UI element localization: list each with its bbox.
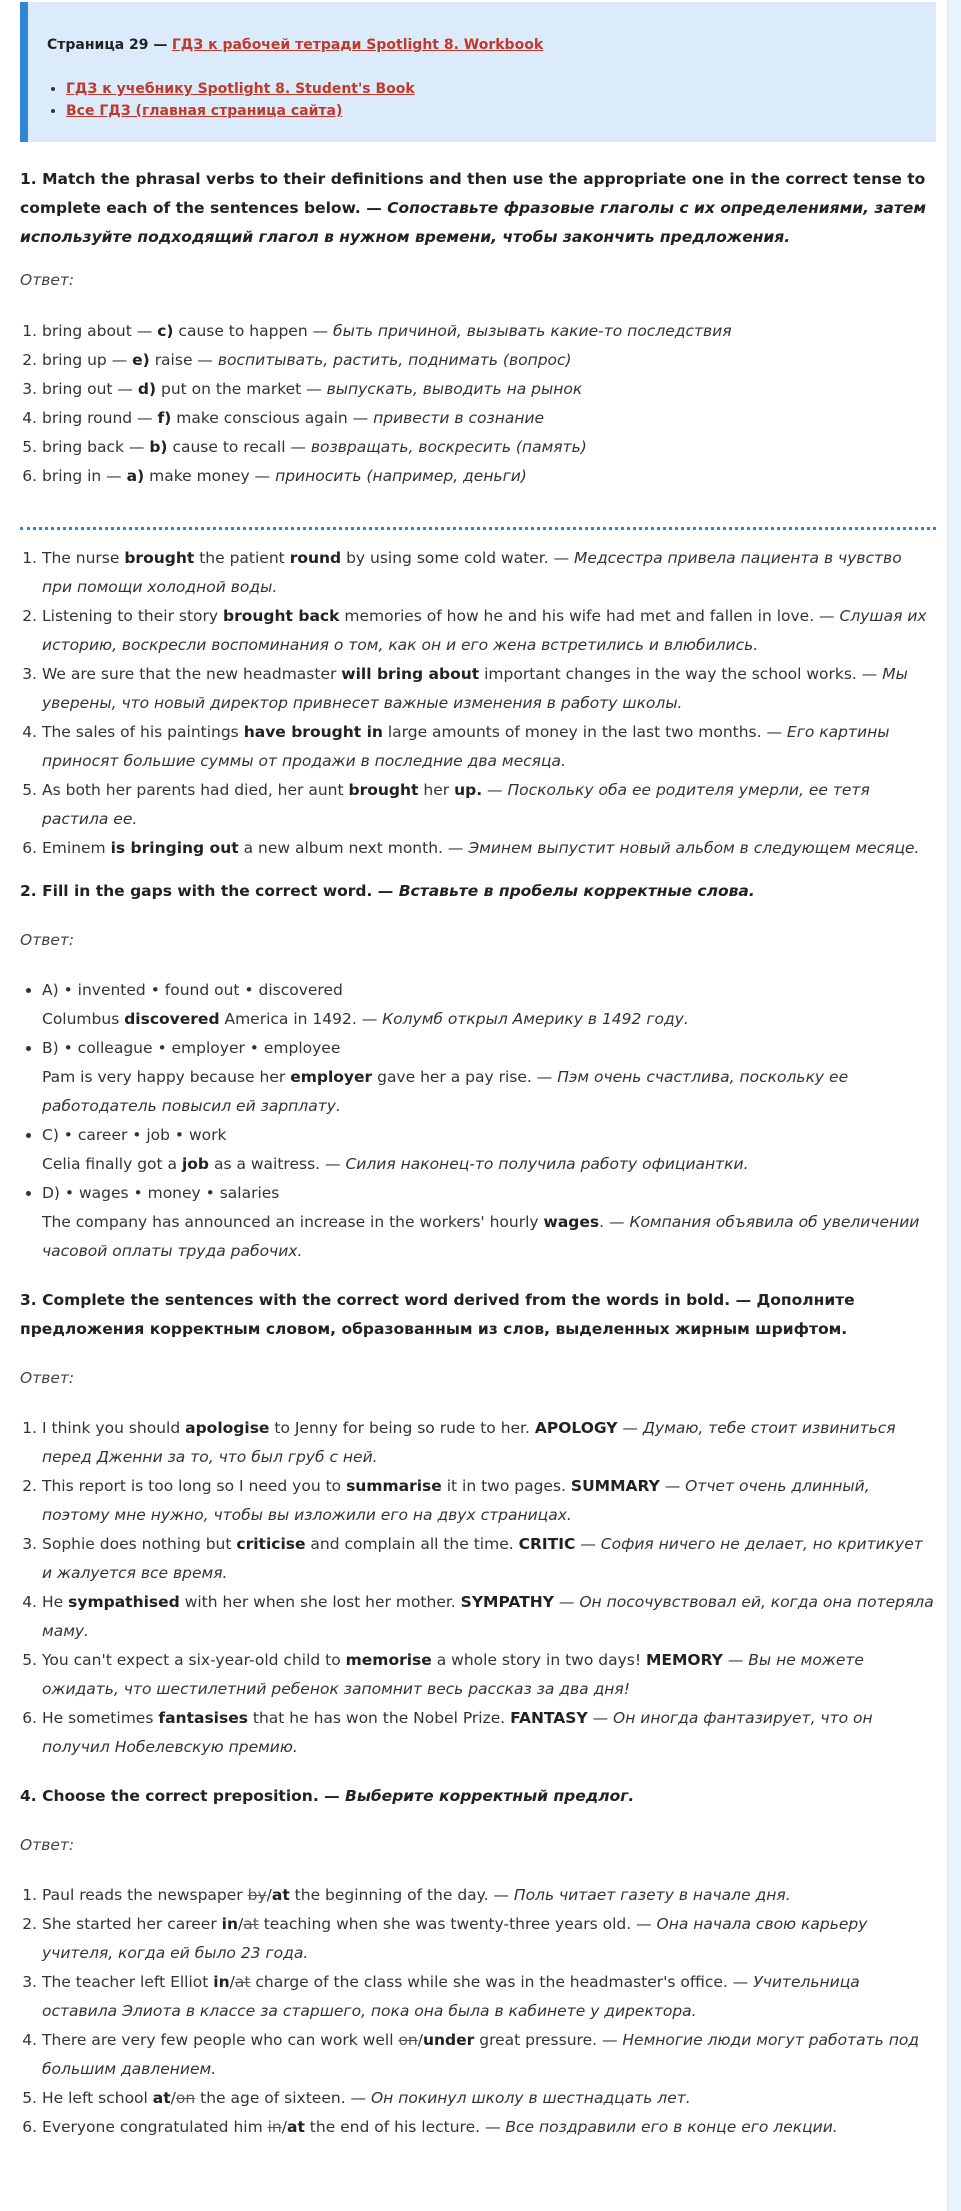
answer-word: criticise [236,1535,306,1553]
translation: Немногие люди могут работать под большим давлением. [42,2031,920,2078]
sentence-item [42,834,936,863]
definition-letter: e) [132,351,150,369]
derivation-item: 6. He sometimes fantasises that he has won the Nobel Prize. FANTASY — Он иногда фантазирует, что он получил Нобелевскую премию. [42,1704,936,1762]
definition-letter: c) [157,322,174,340]
sentence-item [42,718,936,776]
answer-label: Ответ: [20,1836,75,1854]
sentence-text: charge of the class while she was in the headmaster's office. — [250,1973,749,1991]
answer-phrase: is bringing out [110,839,239,857]
sentence-text: Eminem [42,839,111,857]
preposition-item [42,1910,936,1968]
translation: Учительница оставила Элиота в классе за старшего, пока она была в кабинете у директора. [42,1973,860,2020]
exercise-1-sentences [20,544,936,863]
wrong-preposition: at [243,1915,259,1933]
translation: привести в сознание [373,409,545,427]
word-options: • A) • invented • found out • discovered [42,981,343,999]
sentence-text: He left school [42,2089,153,2107]
sentence-text: The teacher left Elliot [42,1973,214,1991]
sentence-text: the age of sixteen. — [195,2089,367,2107]
all-gdz-link[interactable]: Все ГДЗ (главная страница сайта) [66,103,343,119]
gap-item [42,1034,936,1121]
sentence-text: Listening to their story [42,607,223,625]
sentence-text: it in two pages. [441,1477,571,1495]
correct-preposition: at [286,2118,305,2136]
word-options: • D) • wages • money • salaries [42,1184,280,1202]
sentence-text: gave her a pay rise. — [372,1068,553,1086]
answer-word: apologise [185,1419,270,1437]
slash: / [417,2031,423,2049]
exercise-4-title-en: 4. Choose the correct preposition. — [20,1787,340,1805]
answer-label: Ответ: [20,271,75,289]
match-item [42,462,936,491]
translation: Колумб открыл Америку в 1492 году. [382,1010,689,1028]
phrasal-verb: bring out — [42,380,133,398]
definition: cause to happen — [178,322,329,340]
exercise-2-title-ru: Вставьте в пробелы корректные слова. [398,882,755,900]
phrasal-verb: bring round — [42,409,153,427]
translation: Мы уверены, что новый директор привнесет важные изменения в работу школы. [42,665,908,712]
answer-phrase: will bring about [341,665,480,683]
match-item [42,317,936,346]
translation: Эминем выпустит новый альбом в следующем месяце. [468,839,920,857]
sentence-text: We are sure that the new headmaster [42,665,342,683]
translation: София ничего не делает, но критикует и жалуется все время. [42,1535,923,1582]
page-label: Страница 29 — [47,37,168,53]
gap-sentence [42,1063,936,1121]
translation: Силия наконец-то получила работу официантки. [345,1155,749,1173]
preposition-item [42,2084,936,2113]
sentence-text: Columbus [42,1010,125,1028]
answer-phrase: up. [454,781,483,799]
nav-links-list [47,78,936,122]
sentence-item [42,602,936,660]
sentence-text: large amounts of money in the last two months. — [382,723,782,741]
gap-sentence [42,1150,936,1179]
derivation-item: 4. He sympathised with her when she lost her mother. SYMPATHY — Он посочувствовал ей, когда она потеряла маму. [42,1588,936,1646]
wrong-preposition: on [398,2031,418,2049]
key-word: MEMORY [645,1651,723,1669]
translation: приносить (например, деньги) [275,467,527,485]
translation: выпускать, выводить на рынок [326,380,583,398]
definition: cause to recall — [172,438,306,456]
sentence-text: important changes in the way the school works. — [479,665,878,683]
derivation-item: 2. This report is too long so I need you to summarise it in two pages. SUMMARY — Отчет очень длинный, поэтому мне нужно, чтобы вы изложили его на двух страницах. [42,1472,936,1530]
exercise-1-matches [20,317,936,491]
key-word: SYMPATHY [460,1593,554,1611]
exercise-1-title-en: 1. Match the phrasal verbs to their definitions and then use the appropriate one in the correct tense to complete each of the sentences below. — [20,170,926,217]
sentence-text: by using some cold water. — [341,549,570,567]
answer-word: sympathised [68,1593,180,1611]
translation: Она начала свою карьеру учителя, когда ей было 23 года. [42,1915,868,1962]
sentence-text: You can't expect a six-year-old child to [42,1651,346,1669]
answer-phrase: round [289,549,342,567]
sentence-text: a new album next month. — [238,839,464,857]
correct-preposition: under [422,2031,475,2049]
slash: / [170,2089,176,2107]
students-book-link[interactable]: ГДЗ к учебнику Spotlight 8. Student's Book [66,81,415,97]
definition-letter: b) [149,438,168,456]
exercise-1-title-ru: Сопоставьте фразовые глаголы с их определениями, затем используйте подходящий глагол в нужном времени, чтобы закончить предложения. [20,199,927,246]
phrasal-verb: bring back — [42,438,145,456]
sentence-text: that he has won the Nobel Prize. [247,1709,511,1727]
sentence-text: This report is too long so I need you to [42,1477,347,1495]
exercise-3-heading: 3. Complete the sentences with the correct word derived from the words in bold. — Дополните предложения корректным словом, образованным из слов, выделенных жирным шрифтом. [20,1291,855,1338]
answer-label: Ответ: [20,1369,75,1387]
sentence-item [42,776,936,834]
key-word: FANTASY [510,1709,588,1727]
match-item [42,375,936,404]
answer-word: summarise [346,1477,442,1495]
exercise-2-heading [20,877,936,906]
sentence-text: Paul reads the newspaper [42,1886,248,1904]
exercise-4-items [20,1881,936,2142]
derivation-item: 3. Sophie does nothing but criticise and complain all the time. CRITIC — София ничего не делает, но критикует и жалуется все время. [42,1530,936,1588]
key-word: SUMMARY [570,1477,660,1495]
wrong-preposition: in [267,2118,282,2136]
sentence-item [42,660,936,718]
correct-preposition: at [271,1886,290,1904]
sentence-item [42,544,936,602]
gap-sentence [42,1005,936,1034]
translation: воспитывать, растить, поднимать (вопрос) [217,351,572,369]
sentence-text: The nurse [42,549,125,567]
translation: Поскольку оба ее родителя умерли, ее тетя растила ее. [42,781,870,828]
sentence-text: the patient [194,549,290,567]
sentence-text: There are very few people who can work well [42,2031,399,2049]
word-options: • B) • colleague • employer • employee [42,1039,341,1057]
definition: raise — [154,351,213,369]
sentence-text: with her when she lost her mother. [179,1593,461,1611]
sentence-text: — [482,781,503,799]
answer-phrase: brought [124,549,195,567]
sentence-text: The sales of his paintings [42,723,244,741]
sentence-text: and complain all the time. [305,1535,519,1553]
slash: / [237,1915,244,1933]
exercise-1-heading [20,165,936,252]
phrasal-verb: bring about — [42,322,153,340]
translation: Медсестра привела пациента в чувство при помощи холодной воды. [42,549,902,596]
sentence-text: as a waitress. — [209,1155,341,1173]
phrasal-verb: bring in — [42,467,122,485]
sentence-text: He sometimes [42,1709,159,1727]
sentence-text: I think you should [42,1419,186,1437]
translation: Он иногда фантазирует, что он получил Нобелевскую премию. [42,1709,873,1756]
translation: Он покинул школу в шестнадцать лет. [370,2089,691,2107]
correct-preposition: in [221,1915,238,1933]
preposition-item [42,2113,936,2142]
wrong-preposition: at [234,1973,251,1991]
right-rail [947,0,961,2211]
sentence-text: Celia finally got a [42,1155,182,1173]
sentence-text: a whole story in two days! [431,1651,646,1669]
sentence-text: to Jenny for being so rude to her. [269,1419,535,1437]
sentence-text: teaching when she was twenty-three years old. — [258,1915,652,1933]
definition: make money — [149,467,271,485]
page-nav-line [47,37,936,53]
sentence-text: She started her career [42,1915,222,1933]
translation: Он посочувствовал ей, когда она потеряла маму. [42,1593,934,1640]
definition: make conscious again — [176,409,369,427]
gap-item [42,1179,936,1266]
definition-letter: f) [157,409,172,427]
wrong-preposition: by [247,1886,267,1904]
section-divider [20,527,936,530]
workbook-link[interactable]: ГДЗ к рабочей тетради Spotlight 8. Workbook [171,37,544,53]
translation: Отчет очень длинный, поэтому мне нужно, чтобы вы изложили его на двух страницах. [42,1477,870,1524]
slash: / [281,2118,287,2136]
gap-item [42,976,936,1034]
preposition-item [42,2026,936,2084]
gap-sentence [42,1208,936,1266]
answer-phrase: have brought in [243,723,383,741]
correct-preposition: in [213,1973,230,1991]
sentence-text: Pam is very happy because her [42,1068,291,1086]
page-content [20,0,936,2142]
sentence-text: great pressure. — [474,2031,618,2049]
definition-letter: a) [126,467,145,485]
preposition-item [42,1881,936,1910]
translation: Думаю, тебе стоит извиниться перед Дженни за то, что был груб с ней. [42,1419,896,1466]
answer-word: memorise [345,1651,432,1669]
exercise-4-title-ru: Выберите корректный предлог. [345,1787,635,1805]
answer-word: fantasises [158,1709,248,1727]
exercise-2-items [20,976,936,1266]
sentence-text: the end of his lecture. — [304,2118,501,2136]
translation: Поль читает газету в начале дня. [513,1886,791,1904]
preposition-item [42,1968,936,2026]
correct-preposition: at [152,2089,171,2107]
key-word: CRITIC [518,1535,576,1553]
answer-phrase: brought [348,781,419,799]
navigation-box [20,2,936,142]
sentence-text: The company has announced an increase in the workers' hourly [42,1213,544,1231]
gap-item [42,1121,936,1179]
translation: возвращать, воскресить (память) [310,438,587,456]
slash: / [266,1886,272,1904]
answer-word: wages [543,1213,600,1231]
derivation-item: 5. You can't expect a six-year-old child to memorise a whole story in two days! MEMORY — Вы не можете ожидать, что шестилетний ребенок запомнит весь рассказ за два дня! [42,1646,936,1704]
translation: Его картины приносят большие суммы от продажи в последние два месяца. [42,723,890,770]
exercise-4-heading [20,1782,936,1811]
answer-phrase: brought back [223,607,340,625]
translation: Слушая их историю, воскресли воспоминания о том, как он и его жена встретились и влюбились. [42,607,927,654]
sentence-text: America in 1492. — [219,1010,378,1028]
phrasal-verb: bring up — [42,351,128,369]
translation: Все поздравили его в конце его лекции. [505,2118,838,2136]
sentence-text: her [418,781,455,799]
sentence-text: He [42,1593,69,1611]
sentence-text: As both her parents had died, her aunt [42,781,349,799]
answer-label: Ответ: [20,931,75,949]
translation: Пэм очень счастлива, поскольку ее работодатель повысил ей зарплату. [42,1068,849,1115]
sentence-text: . — [599,1213,625,1231]
answer-word: employer [290,1068,373,1086]
sentence-text: Everyone congratulated him [42,2118,268,2136]
word-options: • C) • career • job • work [42,1126,227,1144]
sentence-text: Sophie does nothing but [42,1535,237,1553]
wrong-preposition: on [175,2089,196,2107]
definition: put on the market — [160,380,322,398]
match-item [42,433,936,462]
nav-link-item [66,78,936,100]
match-item [42,346,936,375]
translation: быть причиной, вызывать какие-то последствия [333,322,732,340]
exercise-3-items [20,1414,936,1762]
definition-letter: d) [137,380,157,398]
answer-word: job [181,1155,210,1173]
nav-link-item [66,100,936,122]
derivation-item: 1. I think you should apologise to Jenny for being so rude to her. APOLOGY — Думаю, тебе стоит извиниться перед Дженни за то, что был груб с ней. [42,1414,936,1472]
answer-word: discovered [124,1010,220,1028]
translation: Компания объявила об увеличении часовой оплаты труда рабочих. [42,1213,920,1260]
sentence-text: memories of how he and his wife had met and fallen in love. — [339,607,835,625]
translation: Вы не можете ожидать, что шестилетний ребенок запомнит весь рассказ за два дня! [42,1651,864,1698]
exercise-2-title-en: 2. Fill in the gaps with the correct word. — [20,882,394,900]
match-item [42,404,936,433]
slash: / [229,1973,235,1991]
key-word: APOLOGY [534,1419,618,1437]
sentence-text: the beginning of the day. — [289,1886,509,1904]
